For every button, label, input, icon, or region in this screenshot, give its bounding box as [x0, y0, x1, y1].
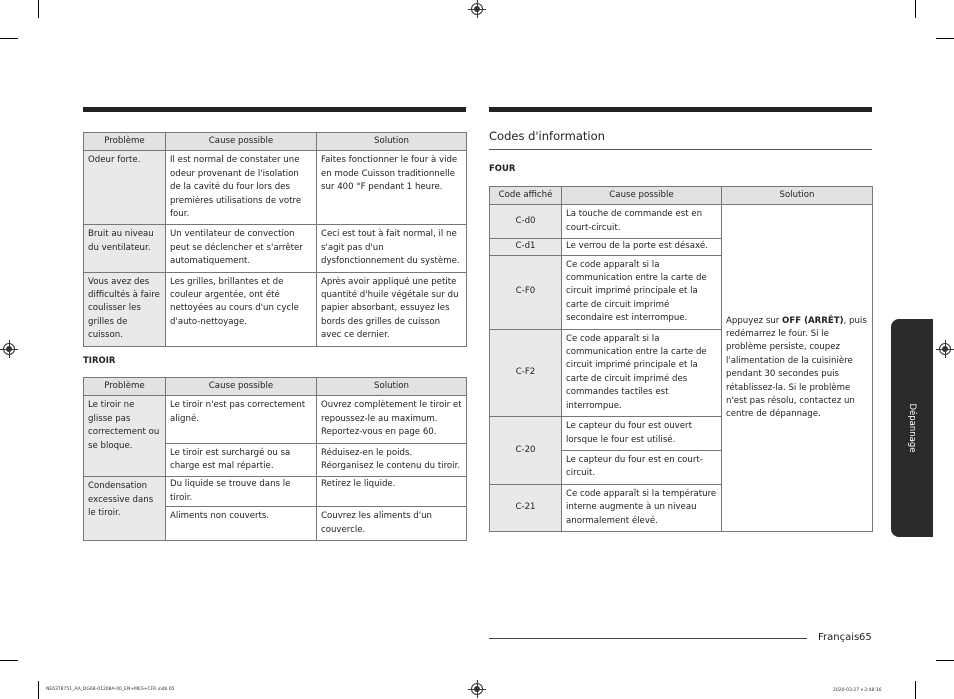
column-header: Solution: [317, 378, 467, 396]
cause-cell: Aliments non couverts.: [166, 507, 317, 541]
heading-underline: [489, 149, 872, 150]
footer-language: Français: [818, 632, 860, 643]
cause-cell: La touche de commande est en court-circuit.: [562, 205, 722, 239]
registration-mark-icon: [3, 343, 15, 355]
column-header: Solution: [722, 187, 873, 205]
column-header: Cause possible: [166, 378, 317, 396]
code-cell: C-d1: [490, 239, 562, 255]
footer-rule: [489, 638, 807, 639]
solution-cell: [317, 396, 467, 443]
cause-cell: Ce code apparaît si la température interne augmente à un niveau anormalement élevé.: [562, 484, 722, 531]
crop-mark: [0, 38, 18, 39]
drawer-troubleshooting-table: [83, 377, 467, 541]
solution-text: Ouvrez complètement le tiroir et repoussez-le au maximum. Reportez-vous en page: [321, 400, 462, 438]
section-heading: Codes d'information: [489, 129, 605, 143]
cause-cell: Ce code apparaît si la communication entre la carte de circuit imprimé principale et la carte de circuit imprimé secondaire est interrompue.: [562, 255, 722, 329]
print-slug-right: 2020-03-27 ⏸ 2:48:16: [833, 688, 882, 693]
column-header: Cause possible: [562, 187, 722, 205]
solution-cell: [722, 205, 873, 532]
cause-cell: Le capteur du four est en court-circuit.: [562, 450, 722, 484]
cause-cell: Les grilles, brillantes et de couleur argentée, ont été nettoyées au cours d'un cycle d'auto-nettoyage.: [166, 272, 317, 346]
cause-cell: Ce code apparaît si la communication entre la carte de circuit imprimé principale et la carte de circuit imprimé des commandes tactiles est interrompue.: [562, 329, 722, 416]
oven-section-label: FOUR: [489, 164, 516, 174]
table-row: [84, 477, 467, 507]
page-number: 65: [859, 632, 872, 643]
solution-text: .: [433, 427, 437, 438]
problem-cell: Bruit au niveau du ventilateur.: [84, 225, 166, 272]
code-cell: C-21: [490, 484, 562, 531]
solution-cell: Faites fonctionner le four à vide en mode Cuisson traditionnelle sur 400 °F pendant 1 heure.: [317, 151, 467, 225]
cause-cell: Le verrou de la porte est désaxé.: [562, 239, 722, 255]
problem-cell: Odeur forte.: [84, 151, 166, 225]
problem-cell: Vous avez des difficultés à faire coulisser les grilles de cuisson.: [84, 272, 166, 346]
section-side-tab: [891, 319, 933, 537]
cause-cell: Le capteur du four est ouvert lorsque le four est utilisé.: [562, 417, 722, 451]
information-codes-table: [489, 186, 873, 532]
registration-mark-icon: [471, 683, 483, 695]
code-cell: C-20: [490, 417, 562, 485]
cause-cell: Un ventilateur de convection peut se déclencher et s'arrêter automatiquement.: [166, 225, 317, 272]
column-rule-right: [489, 107, 872, 112]
drawer-section-label: TIROIR: [83, 356, 116, 366]
side-tab-label: Dépannage: [907, 403, 917, 453]
crop-mark: [936, 660, 954, 661]
cause-cell: Il est normal de constater une odeur provenant de l'isolation de la cavité du four lors des premières utilisations de votre four.: [166, 151, 317, 225]
column-header: Problème: [84, 133, 166, 151]
column-header: Cause possible: [166, 133, 317, 151]
solution-cell: Réduisez-en le poids. Réorganisez le contenu du tiroir.: [317, 443, 467, 477]
table-row: [84, 151, 467, 225]
page-reference-link[interactable]: 60: [422, 427, 434, 438]
column-rule-left: [83, 107, 466, 112]
crop-mark: [915, 0, 916, 18]
column-header: Problème: [84, 378, 166, 396]
cause-cell: Le tiroir est surchargé ou sa charge est mal répartie.: [166, 443, 317, 477]
print-slug-left: NE63T8751_AA_DG68-01208A-00_EN+MES+CFR.indb 65: [46, 687, 175, 692]
cause-cell: Le tiroir n'est pas correctement aligné.: [166, 396, 317, 443]
solution-text: Appuyez sur: [726, 315, 783, 326]
solution-cell: Ceci est tout à fait normal, il ne s'agit pas d'un dysfonctionnement du système.: [317, 225, 467, 272]
solution-cell: Retirez le liquide.: [317, 477, 467, 507]
table-row: [490, 205, 873, 239]
off-button-label: OFF (ARRÊT): [782, 315, 844, 326]
solution-cell: Après avoir appliqué une petite quantité d'huile végétale sur du papier absorbant, essuyez les bords des grilles de cuisson avec ce dernier.: [317, 272, 467, 346]
table-row: [84, 396, 467, 443]
crop-mark: [38, 0, 39, 18]
crop-mark: [915, 681, 916, 699]
code-cell: C-F2: [490, 329, 562, 416]
registration-mark-icon: [471, 3, 483, 15]
table-row: [84, 225, 467, 272]
registration-mark-icon: [939, 343, 951, 355]
code-cell: C-d0: [490, 205, 562, 239]
crop-mark: [936, 38, 954, 39]
cause-cell: Du liquide se trouve dans le tiroir.: [166, 477, 317, 507]
crop-mark: [38, 681, 39, 699]
column-header: Code affiché: [490, 187, 562, 205]
code-cell: C-F0: [490, 255, 562, 329]
table-row: [84, 272, 467, 346]
problem-cell: Condensation excessive dans le tiroir.: [84, 477, 166, 541]
crop-mark: [0, 660, 18, 661]
oven-troubleshooting-table: [83, 132, 467, 347]
solution-text: , puis redémarrez le four. Si le problème persiste, coupez l'alimentation de la cuisinière pendant 30 secondes puis rétablissez-la. Si le problème n'est pas résolu, contactez un centre de dépannage.: [726, 315, 867, 420]
column-header: Solution: [317, 133, 467, 151]
problem-cell: Le tiroir ne glisse pas correctement ou se bloque.: [84, 396, 166, 477]
solution-cell: Couvrez les aliments d'un couvercle.: [317, 507, 467, 541]
